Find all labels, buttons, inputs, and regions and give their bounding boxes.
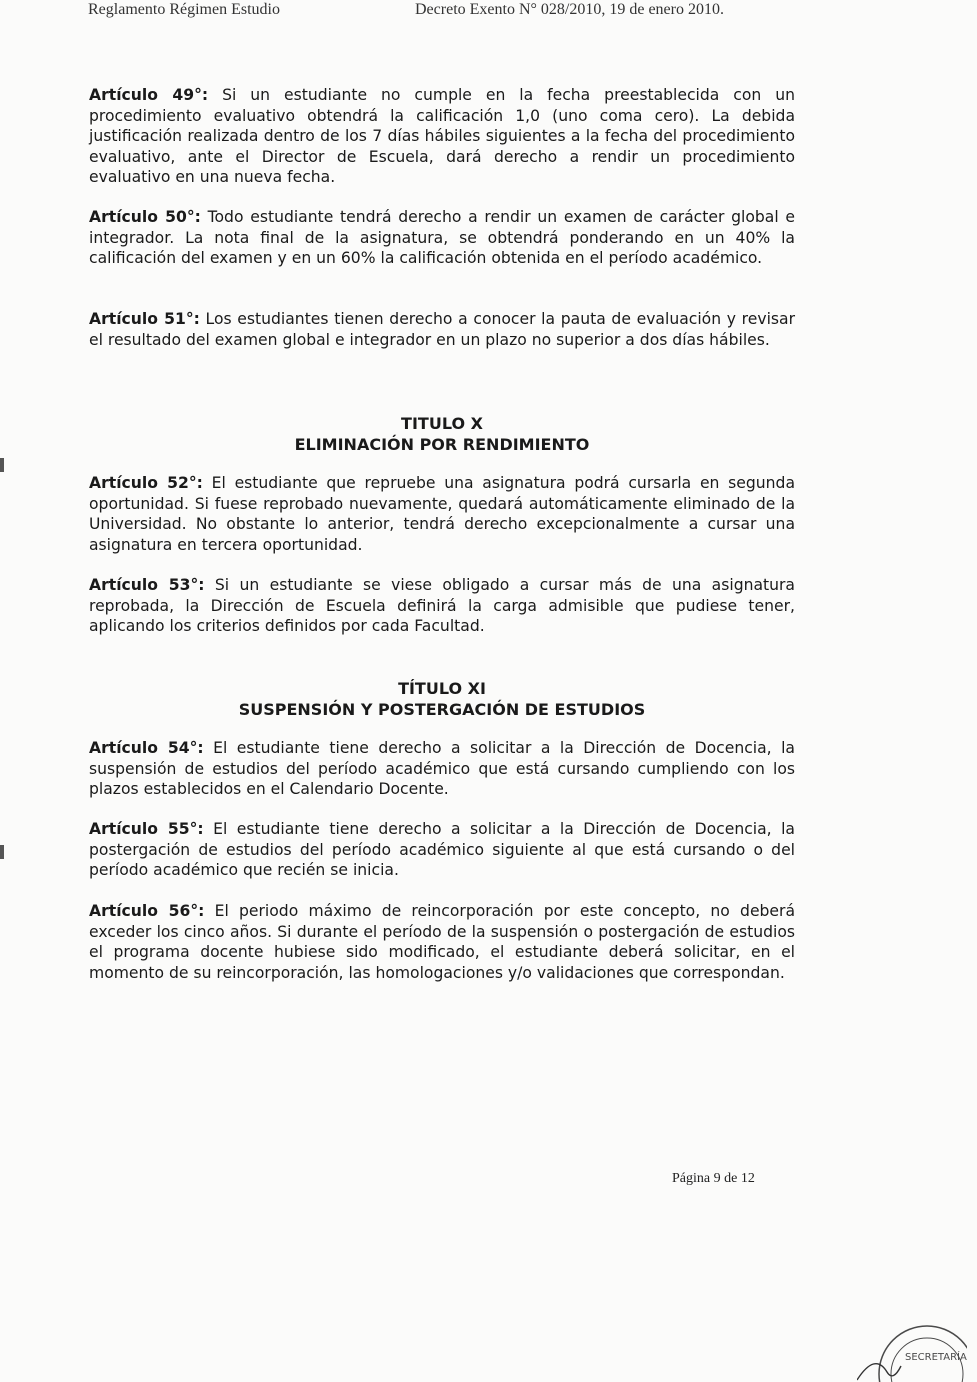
title-name: ELIMINACIÓN POR RENDIMIENTO bbox=[294, 435, 590, 454]
article-56 bbox=[89, 901, 795, 983]
article-text: Los estudiantes tienen derecho a conocer la pauta de evaluación y revisar el resultado del examen global e integrador en un plazo no superior a dos días hábiles. bbox=[89, 310, 795, 349]
scan-margin-mark bbox=[0, 845, 4, 859]
article-text: El periodo máximo de reincorporación por este concepto, no deberá exceder los cinco años. Si durante el período de la suspensión o postergación de estudios el programa docente hubiese sido modificado, el estudiante deberá solicitar, en el momento de su reincorporación, las homologaciones y/o validaciones que correspondan. bbox=[89, 902, 795, 982]
article-text: El estudiante que repruebe una asignatura podrá cursarla en segunda oportunidad. Si fuese reprobado nuevamente, quedará automáticamente eliminado de la Universidad. No obstante lo anterior, tendrá derecho excepcionalmente a cursar una asignatura en tercera oportunidad. bbox=[89, 474, 795, 554]
title-number: TÍTULO XI bbox=[398, 679, 486, 698]
article-label: Artículo 50°: bbox=[89, 208, 201, 226]
page-header bbox=[88, 0, 808, 24]
university-seal-stamp bbox=[857, 1312, 967, 1382]
article-51 bbox=[89, 309, 795, 350]
title-xi bbox=[89, 678, 795, 720]
article-label: Artículo 56°: bbox=[89, 902, 205, 920]
article-text: Si un estudiante se viese obligado a cursar más de una asignatura reprobada, la Dirección de Escuela definirá la carga admisible que pudiese tener, aplicando los criterios definidos por cada Facultad. bbox=[89, 576, 795, 636]
article-label: Artículo 55°: bbox=[89, 820, 204, 838]
article-label: Artículo 49°: bbox=[89, 86, 209, 104]
article-text: Si un estudiante no cumple en la fecha preestablecida con un procedimiento evaluativo obtendrá la calificación 1,0 (uno coma cero). La debida justificación realizada dentro de los 7 días hábiles siguientes a la fecha del procedimiento evaluativo, ante el Director de Escuela, dará derecho a rendir un procedimiento evaluativo en una nueva fecha. bbox=[89, 86, 795, 187]
header-decree-reference: Decreto Exento N° 028/2010, 19 de enero 2010. bbox=[415, 1, 724, 18]
article-text: El estudiante tiene derecho a solicitar a la Dirección de Docencia, la postergación de estudios del período académico siguiente al que está cursando o del período académico que recién se inicia. bbox=[89, 820, 795, 880]
page-number: Página 9 de 12 bbox=[672, 1171, 755, 1186]
article-55 bbox=[89, 819, 795, 881]
title-number: TITULO X bbox=[401, 414, 483, 433]
article-50 bbox=[89, 207, 795, 269]
article-53 bbox=[89, 575, 795, 637]
scan-margin-mark bbox=[0, 458, 4, 472]
article-label: Artículo 51°: bbox=[89, 310, 200, 328]
title-name: SUSPENSIÓN Y POSTERGACIÓN DE ESTUDIOS bbox=[238, 700, 646, 719]
header-document-title: Reglamento Régimen Estudio bbox=[88, 1, 280, 18]
article-text: Todo estudiante tendrá derecho a rendir un examen de carácter global e integrador. La nota final de la asignatura, se obtendrá ponderando en un 40% la calificación del examen y en un 60% la calificación obtenida en el período académico. bbox=[89, 208, 796, 268]
article-label: Artículo 54°: bbox=[89, 739, 204, 757]
article-54 bbox=[89, 738, 795, 800]
article-52 bbox=[89, 473, 795, 555]
article-label: Artículo 52°: bbox=[89, 474, 203, 492]
article-text: El estudiante tiene derecho a solicitar a la Dirección de Docencia, la suspensión de estudios del período académico que está cursando cumpliendo con los plazos establecidos en el Calendario Docente. bbox=[89, 739, 795, 799]
stamp-text: SECRETARÍA bbox=[905, 1352, 967, 1363]
article-label: Artículo 53°: bbox=[89, 576, 205, 594]
article-49 bbox=[89, 85, 795, 188]
title-x bbox=[89, 413, 795, 455]
